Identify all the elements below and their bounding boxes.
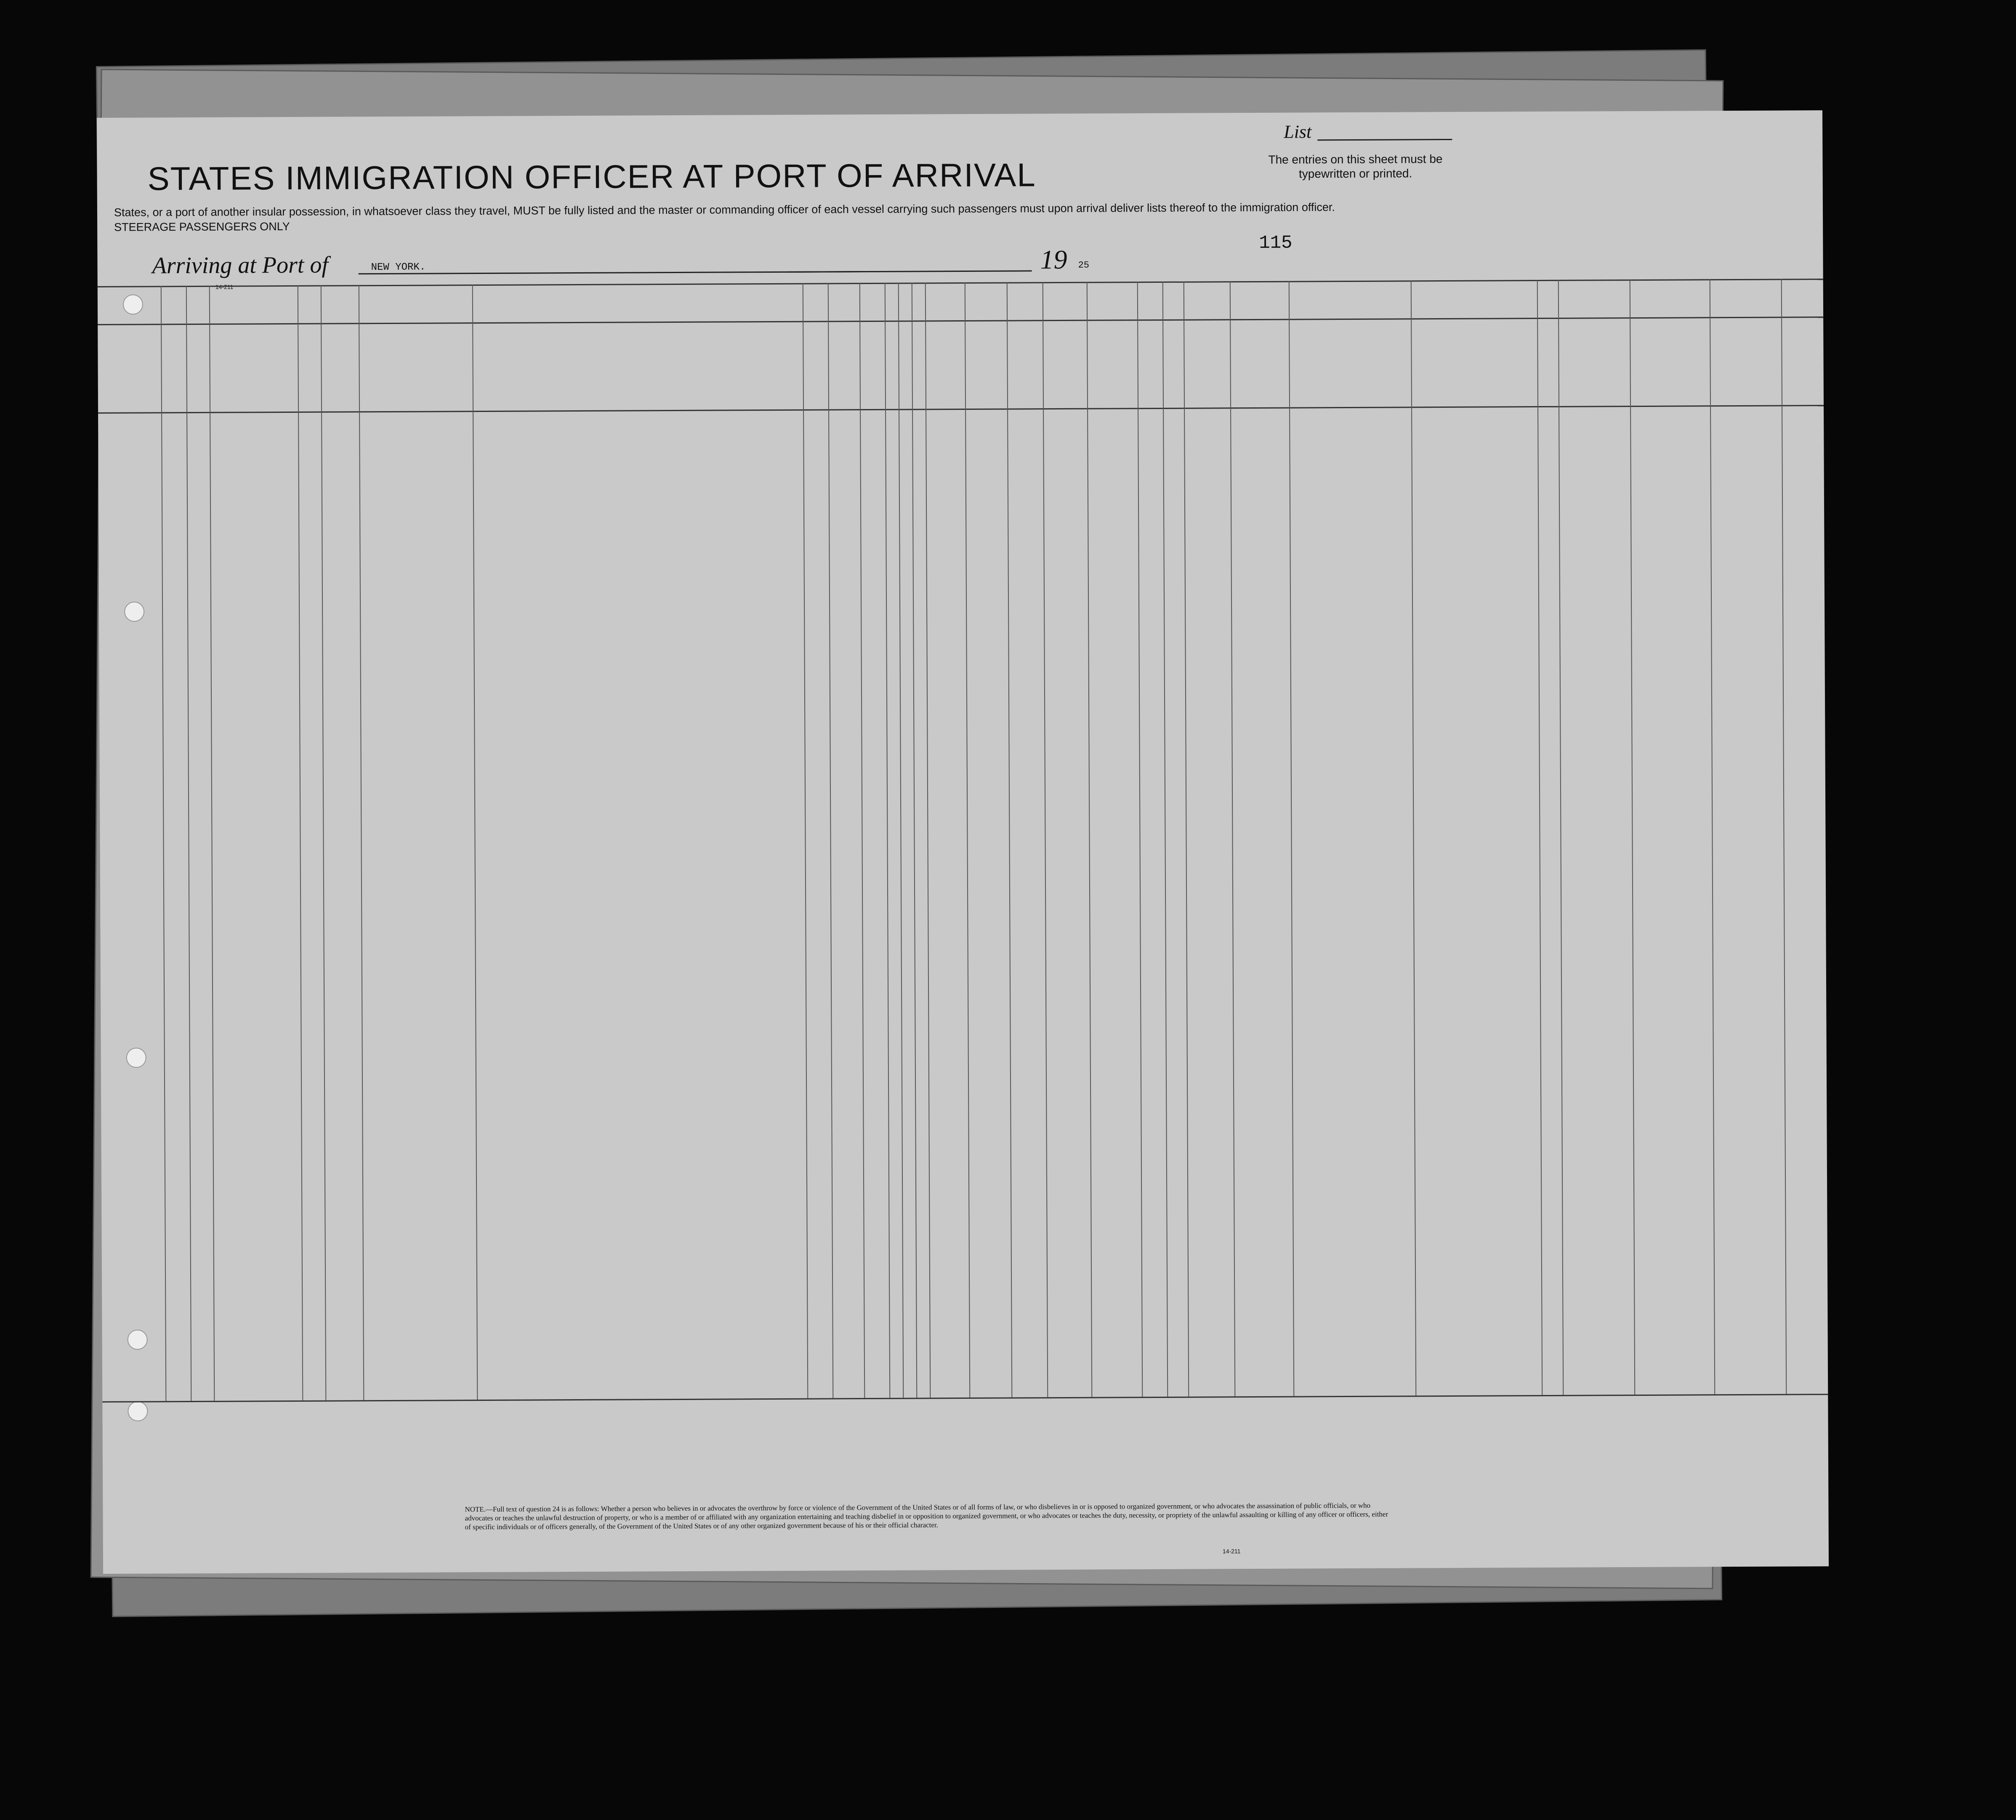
- list-underline: [1317, 139, 1452, 141]
- year-label: 19: [1040, 244, 1067, 275]
- column-rule: [912, 283, 918, 1398]
- steerage-label: STEERAGE PASSENGERS ONLY: [114, 220, 290, 234]
- column-rule: [472, 284, 478, 1400]
- column-rule: [321, 285, 327, 1400]
- column-rule: [1007, 282, 1013, 1398]
- page-number: 115: [1259, 232, 1293, 254]
- date-underline: [788, 270, 1032, 273]
- manifest-sheet: [97, 110, 1829, 1574]
- column-rule: [1137, 282, 1143, 1397]
- column-rule: [1087, 282, 1093, 1397]
- column-rule: [1710, 279, 1715, 1394]
- column-rule: [1537, 280, 1543, 1395]
- header-passage-paid-note: [214, 365, 294, 366]
- page-title: STATES IMMIGRATION OFFICER AT PORT OF ARRIVAL: [147, 156, 1036, 197]
- column-rule: [1162, 282, 1168, 1397]
- entries-note: The entries on this sheet must be typewritten or printed.: [1268, 152, 1443, 181]
- column-rule: [1043, 282, 1048, 1397]
- column-rule: [803, 283, 809, 1398]
- header-year-period: [359, 392, 410, 393]
- header-before-us: [323, 331, 470, 332]
- table-rule: [98, 405, 1824, 414]
- column-rule: [1630, 279, 1636, 1395]
- column-rule: [965, 282, 971, 1398]
- column-rule: [359, 285, 364, 1400]
- header-relative: [502, 346, 788, 348]
- form-code: 14-211: [215, 283, 234, 290]
- column-rule: [885, 283, 891, 1398]
- instructions-text: States, or a port of another insular possession, in whatsoever class they travel, MUST be fully listed and the master or commanding officer of each vessel carrying such passengers must upon arrival deliver lists thereof to the immigration officer.: [114, 201, 1335, 219]
- manifest-table: [98, 279, 1829, 1502]
- port-value: NEW YORK.: [371, 261, 426, 274]
- column-rule: [925, 282, 931, 1398]
- column-rule: [828, 283, 834, 1398]
- column-rule: [209, 286, 215, 1401]
- column-rule: [898, 283, 904, 1398]
- header-color-of: [1230, 327, 1289, 328]
- table-rule: [102, 1394, 1828, 1403]
- year-suffix: 25: [1078, 260, 1090, 271]
- column-rule: [1289, 281, 1295, 1396]
- column-rule: [1230, 281, 1236, 1396]
- column-rule: [1558, 280, 1564, 1395]
- column-rule: [1411, 280, 1417, 1395]
- table-rule: [98, 279, 1823, 287]
- column-rule: [186, 286, 192, 1401]
- column-rule: [859, 283, 865, 1398]
- column-rule: [161, 286, 167, 1401]
- column-rule: [298, 285, 303, 1400]
- list-label: List: [1284, 121, 1312, 142]
- column-rule: [1184, 282, 1189, 1397]
- arriving-label: Arriving at Port of: [152, 252, 329, 279]
- header-place-of-birth: [1411, 330, 1537, 331]
- table-rule: [98, 316, 1823, 325]
- footnote: NOTE.—Full text of question 24 is as follows: Whether a person who believes in or advocates the overthrow by force or violence of the Government of the United States or of all forms of law, or who disbelieves in or is opposed to organized government, or who advocates the assassination of public officials, or who advocates or teaches the unlawful destruction of property, or who is a member of or affiliated with any organization entertaining and teaching disbelief in or opposition to organized government, or who advocates or teaches the duty, necessity, or propriety of the unlawful assaulting or killing of any officer or officers, either of specific individuals or of officers generally, of the Government of the United States or of any other organized government because of his or their official character.: [465, 1501, 1388, 1531]
- form-code: 14-211: [1222, 1548, 1241, 1555]
- column-rule: [1781, 279, 1787, 1394]
